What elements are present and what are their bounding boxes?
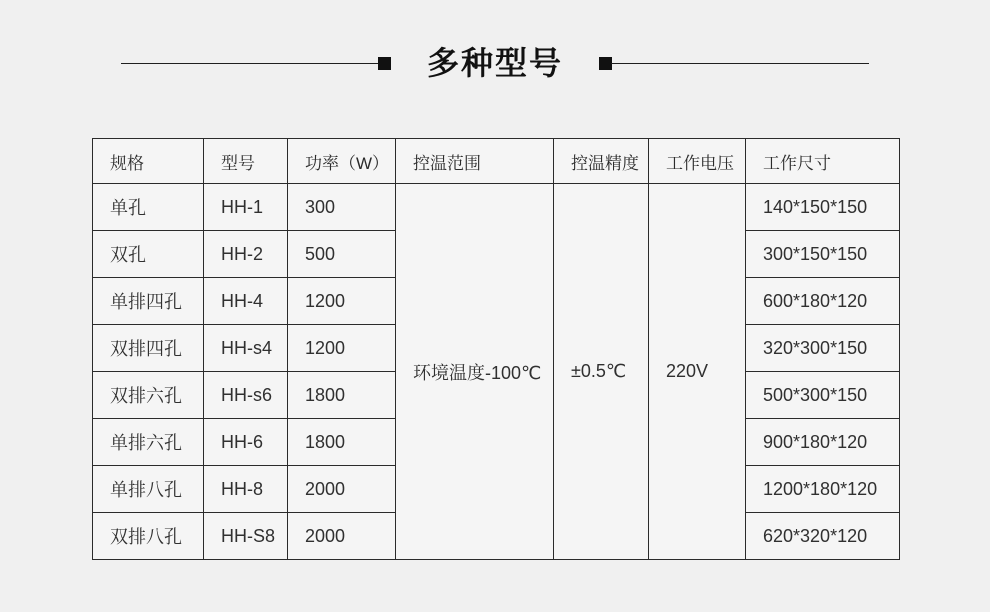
model-cell: HH-4 bbox=[204, 278, 288, 325]
spec-cell: 双排六孔 bbox=[93, 372, 204, 419]
precision-cell: ±0.5℃ bbox=[554, 184, 649, 560]
model-cell: HH-S8 bbox=[204, 513, 288, 560]
models-table-container bbox=[92, 138, 990, 560]
power-cell: 500 bbox=[288, 231, 396, 278]
size-cell: 1200*180*120 bbox=[746, 466, 900, 513]
voltage-cell: 220V bbox=[649, 184, 746, 560]
header-spec: 规格 bbox=[93, 139, 204, 184]
power-cell: 2000 bbox=[288, 513, 396, 560]
model-cell: HH-s6 bbox=[204, 372, 288, 419]
spec-cell: 单孔 bbox=[93, 184, 204, 231]
power-cell: 1200 bbox=[288, 278, 396, 325]
power-cell: 2000 bbox=[288, 466, 396, 513]
header-precision: 控温精度 bbox=[554, 139, 649, 184]
size-cell: 500*300*150 bbox=[746, 372, 900, 419]
model-cell: HH-6 bbox=[204, 419, 288, 466]
power-cell: 1800 bbox=[288, 419, 396, 466]
spec-cell: 单排八孔 bbox=[93, 466, 204, 513]
model-cell: HH-2 bbox=[204, 231, 288, 278]
temp-range-cell: 环境温度-100℃ bbox=[396, 184, 554, 560]
power-cell: 1800 bbox=[288, 372, 396, 419]
size-cell: 140*150*150 bbox=[746, 184, 900, 231]
size-cell: 600*180*120 bbox=[746, 278, 900, 325]
header-model: 型号 bbox=[204, 139, 288, 184]
header-power: 功率（W） bbox=[288, 139, 396, 184]
header-row bbox=[93, 139, 900, 184]
spec-cell: 双排八孔 bbox=[93, 513, 204, 560]
header-temp-range: 控温范围 bbox=[396, 139, 554, 184]
section-title-banner bbox=[0, 40, 990, 86]
model-cell: HH-s4 bbox=[204, 325, 288, 372]
size-cell: 320*300*150 bbox=[746, 325, 900, 372]
square-bullet-left-icon bbox=[378, 57, 391, 70]
size-cell: 300*150*150 bbox=[746, 231, 900, 278]
power-cell: 1200 bbox=[288, 325, 396, 372]
spec-cell: 单排六孔 bbox=[93, 419, 204, 466]
page-title: 多种型号 bbox=[426, 45, 563, 81]
header-voltage: 工作电压 bbox=[649, 139, 746, 184]
title-divider-left bbox=[121, 63, 379, 64]
models-table bbox=[92, 138, 900, 560]
spec-cell: 双孔 bbox=[93, 231, 204, 278]
spec-cell: 单排四孔 bbox=[93, 278, 204, 325]
spec-cell: 双排四孔 bbox=[93, 325, 204, 372]
table-row bbox=[93, 184, 900, 231]
size-cell: 900*180*120 bbox=[746, 419, 900, 466]
title-divider-right bbox=[611, 63, 869, 64]
model-cell: HH-8 bbox=[204, 466, 288, 513]
model-cell: HH-1 bbox=[204, 184, 288, 231]
header-size: 工作尺寸 bbox=[746, 139, 900, 184]
size-cell: 620*320*120 bbox=[746, 513, 900, 560]
power-cell: 300 bbox=[288, 184, 396, 231]
